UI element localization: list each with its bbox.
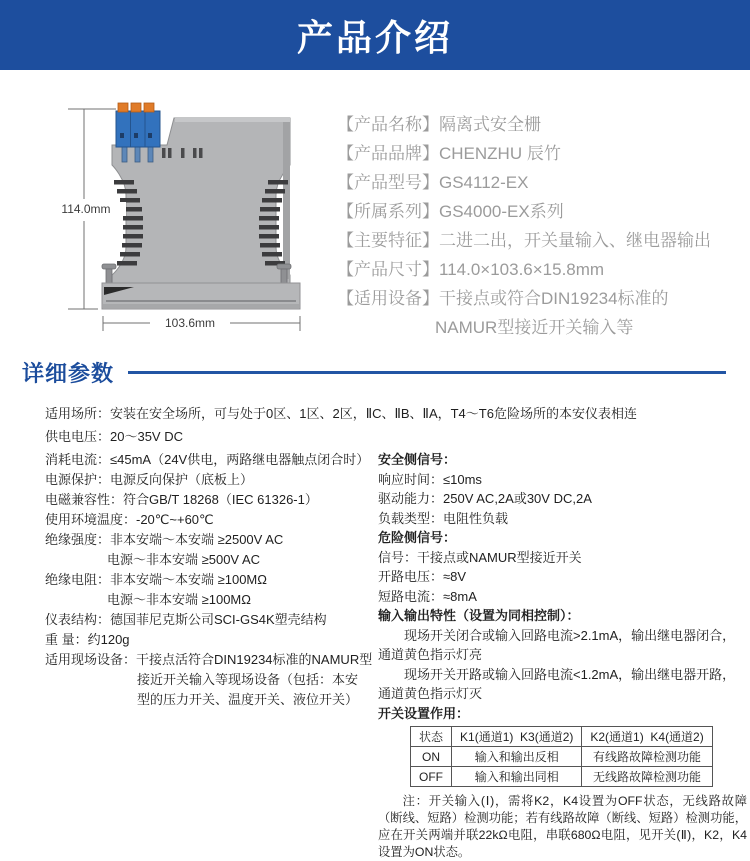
section-header [0, 352, 750, 392]
param-line: 重 量：约120g [45, 632, 130, 647]
param-line: 响应时间：≤10ms [378, 471, 482, 487]
param-line: 驱动能力：250V AC,2A或30V DC,2A [378, 491, 592, 506]
param-line: 短路电流：≈8mA [378, 588, 477, 604]
info-line-name: 【产品名称】隔离式安全栅 [337, 115, 541, 134]
table-cell: OFF [411, 767, 452, 787]
page-title: 产品介绍 [296, 16, 453, 58]
param-line: 电源～非本安端 ≥100MΩ [107, 592, 251, 607]
height-dimension-label: 114.0mm [46, 202, 126, 216]
param-line: 绝缘电阻：非本安端～本安端 ≥100MΩ [45, 572, 267, 587]
param-line: 使用环境温度：-20℃~+60℃ [45, 512, 214, 527]
table-cell: 输入和输出同相 [452, 767, 582, 787]
param-line: 通道黄色指示灯灭 [378, 686, 483, 701]
param-heading-io: 输入输出特性（设置为同相控制）： [378, 608, 580, 623]
table-cell: 无线路故障检测功能 [582, 767, 712, 787]
table-cell: 输入和输出反相 [452, 747, 582, 767]
param-line: 开路电压：≈8V [378, 569, 467, 584]
info-line-series: 【所属系列】GS4000-EX系列 [337, 202, 564, 221]
info-line-devices: 【适用设备】干接点或符合DIN19234标准的 [337, 289, 669, 308]
param-line: 现场开关闭合或输入回路电流>2.1mA，输出继电器闭合， [404, 627, 736, 643]
param-heading-safe-side: 安全侧信号： [378, 452, 457, 467]
param-line: 绝缘强度：非本安端～本安端 ≥2500V AC [45, 532, 284, 547]
param-line: 仪表结构：德国菲尼克斯公司SCI-GS4K塑壳结构 [45, 612, 327, 627]
param-line: 现场开关开路或输入回路电流<1.2mA，输出继电器开路， [404, 666, 736, 682]
info-line-devices-cont: NAMUR型接近开关输入等 [435, 318, 634, 337]
param-line: 接近开关输入等现场设备（包括：本安 [137, 672, 359, 687]
product-info [337, 110, 745, 342]
param-line-location: 适用场所：安装在安全场所，可与处于0区、1区、2区，ⅡC、ⅡB、ⅡA，T4～T6危险场所的本安仪表相连 [45, 406, 637, 421]
table-cell: 有线路故障检测功能 [582, 747, 712, 767]
table-header-cell: K2(通道1) K4(通道2) [582, 727, 712, 747]
width-dimension-label: 103.6mm [152, 316, 228, 330]
param-line: 电源～非本安端 ≥500V AC [107, 552, 261, 567]
params-left-column [45, 450, 378, 710]
product-figure [40, 95, 340, 345]
param-line: 消耗电流：≤45mA（24V供电，两路继电器触点闭合时） [45, 452, 370, 467]
table-row [411, 747, 713, 767]
param-line: 信号：干接点或NAMUR型接近开关 [378, 549, 582, 565]
param-line-supply: 供电电压：20～35V DC [45, 429, 183, 444]
param-line: 电磁兼容性：符合GB/T 18268（IEC 61326-1） [45, 492, 318, 507]
table-header-cell: K1(通道1) K3(通道2) [452, 727, 582, 747]
param-line: 负载类型：电阻性负载 [378, 510, 509, 526]
info-line-model: 【产品型号】GS4112-EX [337, 173, 529, 192]
param-heading-switch: 开关设置作用： [378, 705, 470, 721]
param-heading-hazard-side: 危险侧信号： [378, 530, 457, 545]
info-line-size: 【产品尺寸】114.0×103.6×15.8mm [337, 260, 605, 279]
param-line: 通道黄色指示灯亮 [378, 647, 483, 662]
param-line: 适用现场设备：干接点活符合DIN19234标准的NAMUR型 [45, 652, 373, 667]
table-row [411, 767, 713, 787]
switch-settings-table [410, 726, 713, 787]
banner [0, 0, 750, 70]
detailed-parameters [45, 402, 747, 859]
param-line: 电源保护：电源反向保护（底板上） [45, 472, 254, 487]
info-line-feature: 【主要特征】二进二出，开关量输入、继电器输出 [337, 231, 711, 250]
params-right-column [378, 450, 747, 861]
terminal-block [116, 103, 160, 162]
table-cell: ON [411, 747, 452, 767]
note-text: 注：开关输入(Ⅰ)，需将K2，K4设置为OFF状态，无线路故障（断线、短路）检测功能；若有线路故障（断线、短路）检测功能，应在开关两端并联22kΩ电阻，串联680Ω电阻，见开关(Ⅱ)，K2，K4设置为ON状态。 [378, 794, 747, 859]
section-rule [128, 371, 726, 374]
info-line-brand: 【产品品牌】CHENZHU 辰竹 [337, 144, 561, 163]
param-line: 型的压力开关、温度开关、液位开关） [137, 692, 359, 707]
section-title: 详细参数 [22, 360, 115, 386]
module-illustration [40, 95, 340, 345]
table-header-cell: 状态 [411, 727, 452, 747]
